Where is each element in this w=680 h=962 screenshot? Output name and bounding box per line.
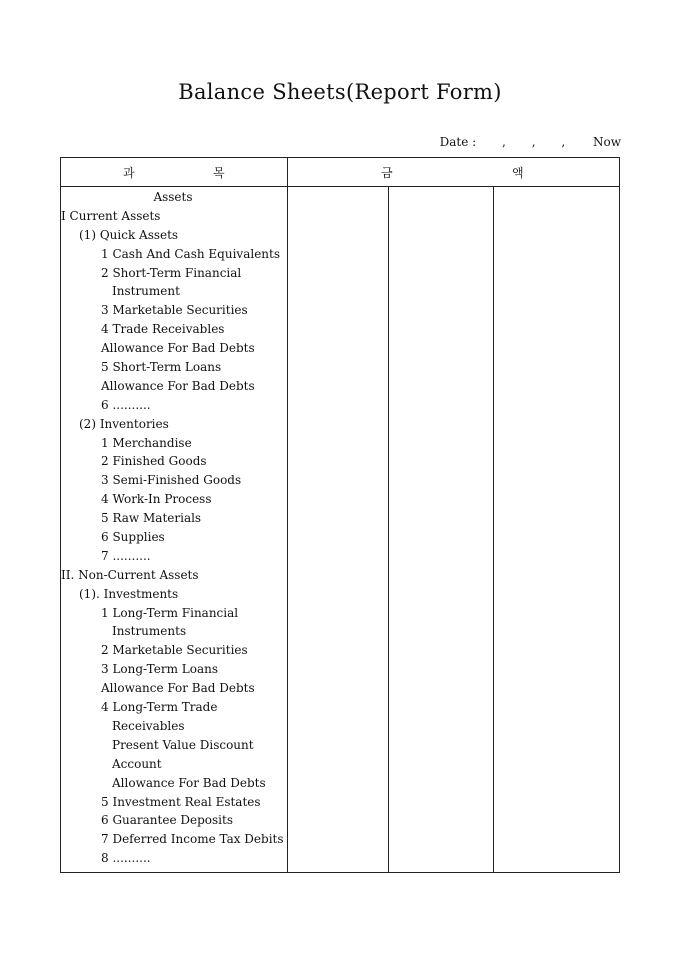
- account-item: (1) Quick Assets: [79, 227, 179, 242]
- account-item: 6 Guarantee Deposits: [101, 813, 233, 828]
- account-item: 3 Long-Term Loans: [101, 662, 219, 677]
- date-separator: ,: [502, 135, 506, 149]
- column-divider: [493, 187, 494, 872]
- account-item: 4 Long-Term Trade: [101, 700, 218, 715]
- column-divider: [388, 187, 389, 872]
- account-item: 5 Investment Real Estates: [101, 794, 261, 809]
- account-item: 4 Trade Receivables: [101, 322, 225, 337]
- account-item: Allowance For Bad Debts: [101, 378, 255, 393]
- subject-header-part: 과: [123, 166, 135, 180]
- date-separator: ,: [531, 135, 536, 149]
- account-item: 2 Finished Goods: [101, 454, 207, 469]
- account-item: 1 Cash And Cash Equivalents: [101, 246, 281, 261]
- date-separator: ,: [561, 135, 566, 149]
- account-item: 5 Raw Materials: [101, 511, 202, 526]
- account-item: Receivables: [112, 718, 185, 733]
- account-item: Allowance For Bad Debts: [101, 341, 255, 356]
- account-item: 3 Marketable Securities: [101, 303, 248, 318]
- account-item: 2 Marketable Securities: [101, 643, 248, 658]
- account-item: (2) Inventories: [79, 416, 169, 431]
- section-title: Assets: [153, 190, 193, 204]
- page-title: Balance Sheets(Report Form): [178, 80, 502, 104]
- account-item: 4 Work-In Process: [101, 492, 212, 507]
- account-item: 7 ..........: [101, 548, 151, 563]
- account-item: Account: [112, 756, 162, 771]
- account-item: 5 Short-Term Loans: [101, 360, 222, 375]
- account-item: II. Non-Current Assets: [61, 567, 199, 582]
- account-item: Allowance For Bad Debts: [101, 681, 255, 696]
- account-item: 6 Supplies: [101, 530, 165, 545]
- account-item: Instruments: [112, 624, 187, 639]
- account-item-list: [61, 188, 287, 868]
- subject-header-part: 목: [213, 166, 225, 180]
- account-item: 2 Short-Term Financial: [101, 265, 242, 280]
- account-item: (1). Investments: [79, 586, 179, 601]
- balance-sheet-table: [60, 157, 620, 873]
- account-item: 8 ..........: [101, 851, 151, 866]
- account-item: 3 Semi-Finished Goods: [101, 473, 242, 488]
- header-divider: [61, 186, 619, 187]
- amount-header-part: 액: [512, 166, 524, 180]
- account-item: 1 Merchandise: [101, 435, 192, 450]
- account-item: 7 Deferred Income Tax Debits: [101, 832, 284, 847]
- date-suffix: Now: [593, 135, 621, 149]
- account-item: Instrument: [112, 284, 180, 299]
- amount-header-part: 금: [381, 166, 393, 180]
- account-item: I Current Assets: [61, 208, 161, 223]
- account-item: 6 ..........: [101, 397, 151, 412]
- date-label: Date :: [439, 135, 477, 149]
- account-item: Allowance For Bad Debts: [112, 775, 266, 790]
- date-line: [440, 135, 621, 149]
- column-divider: [287, 158, 288, 872]
- account-item: Present Value Discount: [112, 737, 254, 752]
- account-item: 1 Long-Term Financial: [101, 605, 239, 620]
